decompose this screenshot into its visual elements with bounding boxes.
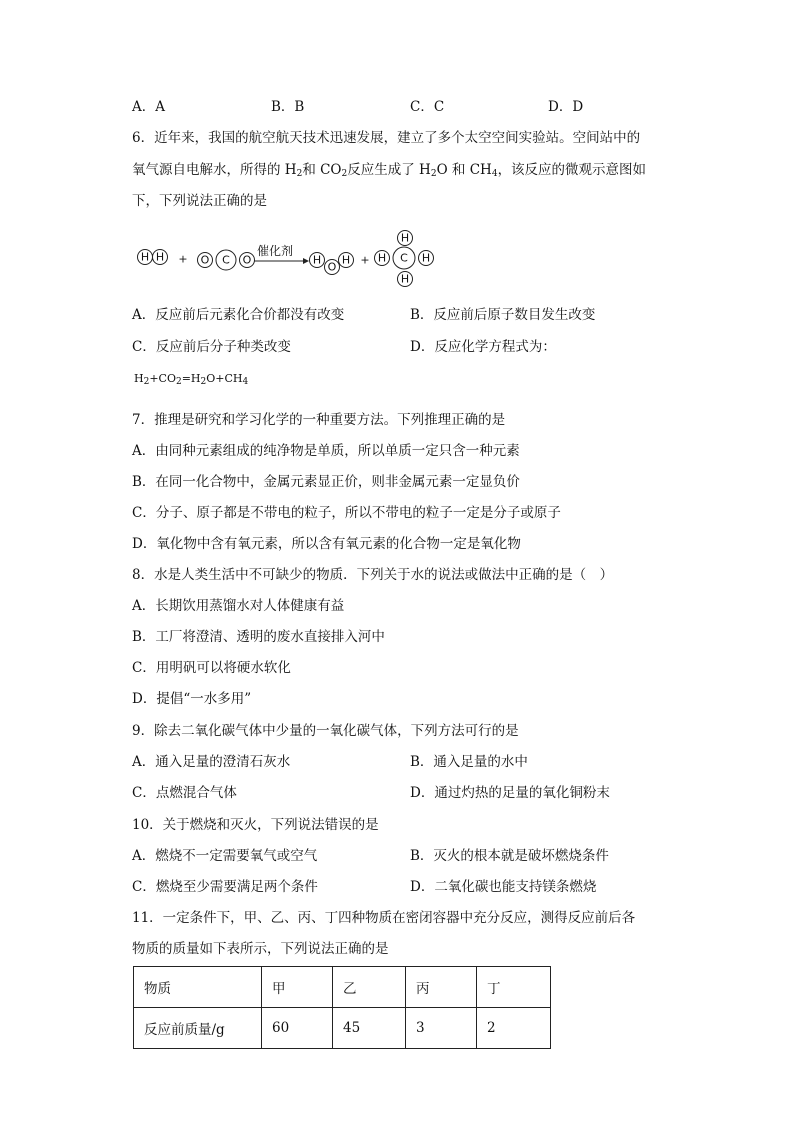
svg-text:H: H bbox=[140, 250, 150, 264]
q9-option-b: B．通入足量的水中 bbox=[410, 754, 528, 770]
q10-option-d: D．二氧化碳也能支持镁条燃烧 bbox=[410, 879, 597, 895]
q10-option-c: C．燃烧至少需要满足两个条件 bbox=[132, 879, 318, 895]
q7-option-b: B．在同一化合物中，金属元素显正价，则非金属元素一定显负价 bbox=[132, 474, 520, 490]
q10-stem: 10．关于燃烧和灭火，下列说法错误的是 bbox=[132, 817, 379, 833]
table-cell: 2 bbox=[477, 1008, 551, 1049]
q7-option-c: C．分子、原子都是不带电的粒子，所以不带电的粒子一定是分子或原子 bbox=[132, 505, 561, 521]
q9-option-d: D．通过灼热的足量的氧化铜粉末 bbox=[410, 785, 610, 801]
table-cell: 物质 bbox=[134, 967, 262, 1008]
q5-option-a: A．A bbox=[132, 99, 165, 115]
svg-text:H: H bbox=[421, 251, 431, 265]
mass-table bbox=[133, 966, 551, 1049]
q6-stem-line2: 氧气源自电解水，所得的 $H_2$和 $CO_2$反应生成了 $H_2O$ 和 $CH_4$，该反应的微观示意图如 bbox=[132, 162, 647, 179]
table-cell: 3 bbox=[406, 1008, 477, 1049]
svg-text:C: C bbox=[400, 251, 408, 265]
q9-option-a: A．通入足量的澄清石灰水 bbox=[132, 754, 291, 770]
svg-text:H: H bbox=[155, 250, 165, 264]
q11-stem-line1: 11．一定条件下，甲、乙、丙、丁四种物质在密闭容器中充分反应，测得反应前后各 bbox=[132, 910, 636, 926]
q7-option-d: D．氧化物中含有氧元素，所以含有氧元素的化合物一定是氧化物 bbox=[132, 536, 521, 552]
reaction-micro-diagram bbox=[134, 226, 444, 290]
q5-option-d: D．D bbox=[548, 99, 584, 115]
q8-option-a: A．长期饮用蒸馏水对人体健康有益 bbox=[132, 598, 345, 614]
q6-option-a: A．反应前后元素化合价都没有改变 bbox=[132, 307, 345, 323]
q7-option-a: A．由同种元素组成的纯净物是单质，所以单质一定只含一种元素 bbox=[132, 443, 520, 459]
q11-stem-line2: 物质的质量如下表所示，下列说法正确的是 bbox=[132, 941, 389, 957]
svg-text:O: O bbox=[327, 260, 337, 274]
q7-stem: 7．推理是研究和学习化学的一种重要方法。下列推理正确的是 bbox=[132, 412, 506, 428]
q6-option-d: D．反应化学方程式为： bbox=[410, 339, 556, 355]
svg-text:+: + bbox=[360, 253, 370, 267]
table-header-row bbox=[134, 967, 551, 1008]
table-cell: 45 bbox=[333, 1008, 406, 1049]
table-cell: 乙 bbox=[333, 967, 406, 1008]
arrow-head bbox=[303, 258, 309, 264]
svg-text:H: H bbox=[341, 253, 351, 267]
q9-option-c: C．点燃混合气体 bbox=[132, 785, 237, 801]
svg-text:H: H bbox=[312, 253, 322, 267]
svg-text:H: H bbox=[377, 251, 387, 265]
table-row bbox=[134, 1008, 551, 1049]
q6-option-c: C．反应前后分子种类改变 bbox=[132, 339, 291, 355]
table-cell: 丁 bbox=[477, 967, 551, 1008]
svg-text:H: H bbox=[400, 231, 410, 245]
q6-option-b: B．反应前后原子数目发生改变 bbox=[410, 307, 596, 323]
svg-text:O: O bbox=[200, 253, 210, 267]
table-cell: 丙 bbox=[406, 967, 477, 1008]
q6-stem-line3: 下，下列说法正确的是 bbox=[132, 193, 267, 209]
svg-text:+: + bbox=[178, 252, 188, 266]
svg-text:O: O bbox=[242, 253, 252, 267]
q8-option-c: C．用明矾可以将硬水软化 bbox=[132, 660, 291, 676]
q8-stem: 8．水是人类生活中不可缺少的物质．下列关于水的说法或做法中正确的是（ ） bbox=[132, 567, 614, 583]
q6-equation: $H_2+CO_2=H_2O+CH_4$ bbox=[134, 372, 249, 387]
table-cell: 反应前质量/g bbox=[134, 1008, 262, 1049]
svg-text:C: C bbox=[222, 253, 230, 267]
q5-option-c: C．C bbox=[410, 99, 445, 115]
q10-option-a: A．燃烧不一定需要氧气或空气 bbox=[132, 848, 318, 864]
svg-text:H: H bbox=[400, 272, 410, 286]
q9-stem: 9．除去二氧化碳气体中少量的一氧化碳气体，下列方法可行的是 bbox=[132, 723, 519, 739]
q8-option-b: B．工厂将澄清、透明的废水直接排入河中 bbox=[132, 629, 385, 645]
q5-option-b: B．B bbox=[271, 99, 305, 115]
q8-option-d: D．提倡“一水多用” bbox=[132, 691, 252, 707]
q10-option-b: B．灭火的根本就是破坏燃烧条件 bbox=[410, 848, 609, 864]
q6-stem-line1: 6．近年来，我国的航空航天技术迅速发展，建立了多个太空空间实验站。空间站中的 bbox=[132, 130, 641, 146]
table-cell: 60 bbox=[262, 1008, 333, 1049]
catalyst-label: 催化剂 bbox=[256, 244, 294, 258]
table-cell: 甲 bbox=[262, 967, 333, 1008]
